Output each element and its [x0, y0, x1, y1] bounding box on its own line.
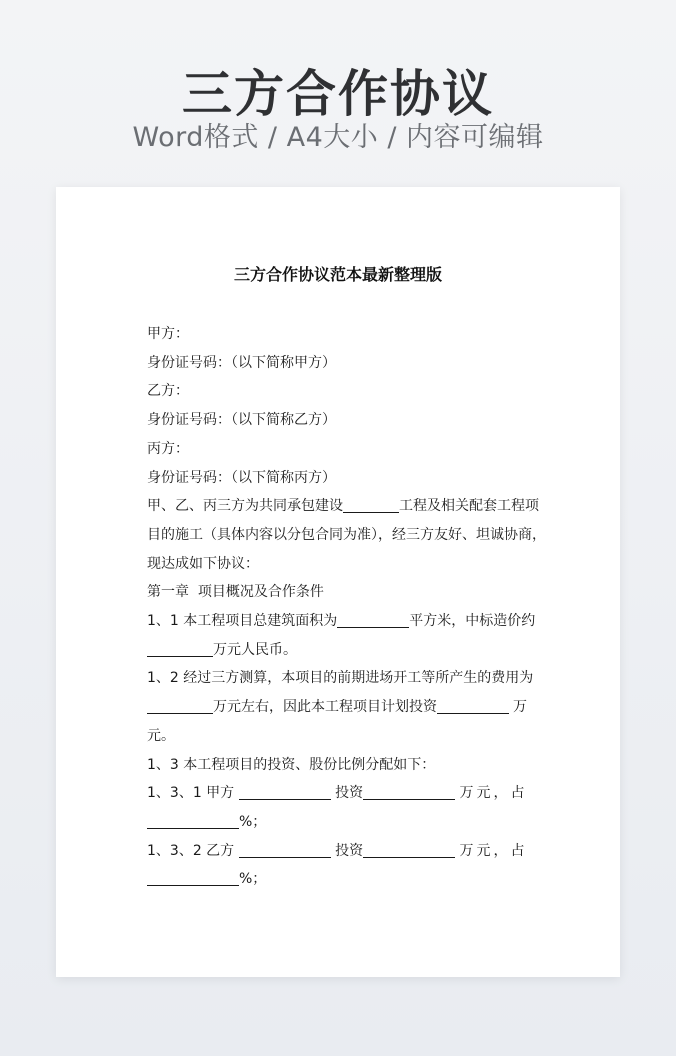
clause-1-1-text-2: 平方米，中标造价约 — [409, 613, 536, 630]
party-b-name-blank — [239, 841, 331, 858]
banner-subtitle: Word格式 / A4大小 / 内容可编辑 — [132, 122, 544, 153]
party-a-share-blank — [147, 812, 239, 829]
clause-1-1-text-1: 1、1 本工程项目总建筑面积为 — [147, 613, 338, 630]
clause-1-3-line: 1、3 本工程项目的投资、股份比例分配如下： — [147, 756, 436, 773]
clause-1-3-2-text-2: 投资 — [335, 842, 364, 859]
document-title: 三方合作协议范本最新整理版 — [233, 265, 442, 284]
clause-1-2-line-1: 1、2 经过三方测算，本项目的前期进场开工等所产生的费用为 — [147, 670, 534, 687]
clause-1-3-2-line-1 — [147, 837, 531, 866]
project-name-blank — [343, 496, 399, 513]
clause-1-3-1-line-1 — [147, 779, 531, 808]
building-area-blank — [337, 611, 409, 628]
intro-text-1: 甲、乙、丙三方为共同承包建设 — [147, 498, 343, 515]
party-a-investment-blank — [363, 783, 455, 800]
party-a-name-blank — [239, 783, 331, 800]
banner-title: 三方合作协议 — [182, 65, 494, 123]
clause-1-2-line-3: 元。 — [147, 727, 175, 744]
clause-1-3-1-text-2: 投资 — [335, 785, 364, 802]
clause-1-3-1-text-4: %； — [239, 813, 267, 830]
party-b-line: 乙方： — [147, 383, 189, 400]
party-a-line: 甲方： — [147, 326, 189, 342]
clause-1-1-text-3: 万元人民币。 — [213, 641, 297, 658]
planned-investment-blank — [437, 697, 509, 714]
clause-1-2-line-2 — [147, 693, 531, 722]
party-b-id-line: 身份证号码：（以下简称乙方） — [147, 412, 336, 429]
party-b-share-blank — [147, 869, 239, 886]
clause-1-1-line-2 — [147, 636, 531, 665]
intro-line-1 — [147, 492, 539, 521]
chapter-1-heading: 第一章 项目概况及合作条件 — [147, 584, 324, 601]
document-page — [56, 187, 620, 977]
clause-1-3-2-text-1: 1、3、2 乙方 — [147, 842, 235, 859]
clause-1-3-1-text-3: 万元，占 — [459, 785, 528, 802]
clause-1-1-line-1 — [147, 607, 536, 636]
clause-1-3-2-text-3: 万元，占 — [459, 842, 528, 859]
party-c-line: 丙方： — [147, 440, 189, 457]
intro-line-3: 现达成如下协议： — [147, 555, 259, 572]
clause-1-2-text-2: 万元左右，因此本工程项目计划投资 — [213, 699, 437, 716]
intro-line-2: 目的施工（具体内容以分包合同为准），经三方友好、坦诚协商， — [147, 526, 546, 543]
document-body — [147, 320, 546, 894]
party-a-id-line: 身份证号码：（以下简称甲方） — [147, 354, 336, 371]
clause-1-3-2-text-4: %； — [239, 871, 267, 888]
bid-price-blank — [147, 640, 213, 657]
clause-1-3-1-line-2 — [147, 808, 531, 837]
party-b-investment-blank — [363, 841, 455, 858]
intro-text-2: 工程及相关配套工程项 — [399, 498, 539, 515]
clause-1-3-1-text-1: 1、3、1 甲方 — [147, 785, 235, 802]
party-c-id-line: 身份证号码：（以下简称丙方） — [147, 469, 336, 486]
clause-1-3-2-line-2 — [147, 865, 531, 894]
startup-cost-blank — [147, 697, 213, 714]
clause-1-2-text-3: 万 — [513, 699, 527, 716]
